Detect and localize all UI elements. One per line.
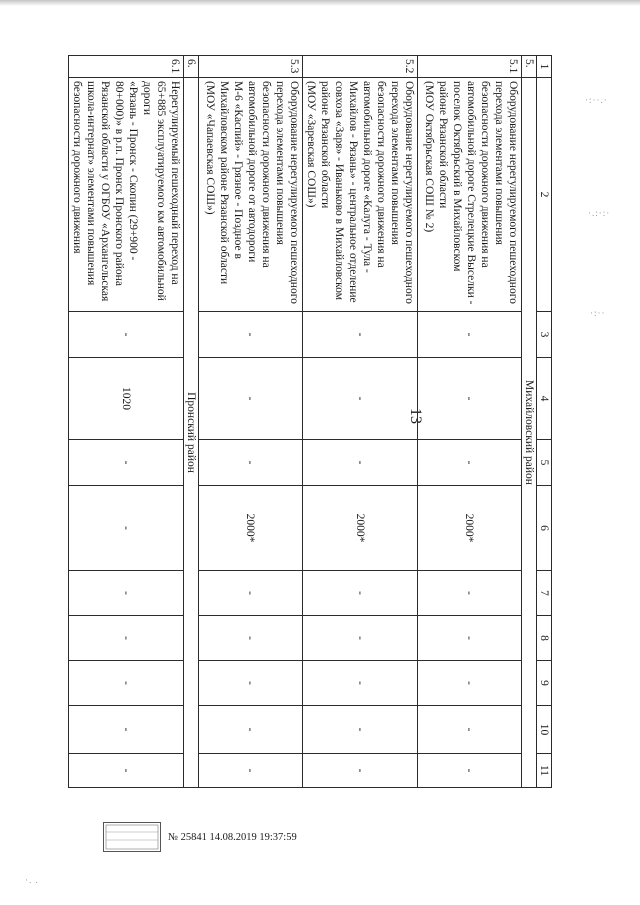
description-line: Михайлов - Рязань» - центральное отделение	[346, 81, 359, 303]
value-cell: -	[68, 754, 183, 788]
value-cell: -	[198, 440, 302, 486]
value-cell: -	[417, 706, 521, 754]
table-row	[68, 56, 183, 788]
description-line: 80+000)» в р.п. Пронск Пронского района	[112, 81, 125, 286]
scan-speckle: ·.:·:·	[588, 208, 611, 218]
description-line: автомобильной дороге «Калуга - Тула -	[360, 81, 373, 273]
description-line: Рязанской области у ОГБОУ «Архангельская	[98, 81, 111, 302]
column-number-cell: 1	[536, 56, 551, 78]
value-cell: -	[68, 661, 183, 706]
value-cell: -	[302, 661, 417, 706]
table-row	[198, 56, 302, 788]
description-line: Нерегулируемый пешеходный переход на	[168, 81, 181, 285]
description-line: безопасности дорожного движения на	[478, 81, 491, 268]
description-line: (МОУ «Чапаевская СОШ»)	[203, 81, 216, 215]
description-line: поселок Октябрьский в Михайловском	[450, 81, 463, 272]
column-number-cell: 11	[536, 754, 551, 788]
item-description	[302, 78, 417, 312]
item-description	[198, 78, 302, 312]
value-cell: -	[68, 312, 183, 358]
value-cell: -	[198, 754, 302, 788]
page-number: 13	[407, 408, 424, 424]
item-description	[68, 78, 183, 312]
description-line: Оборудование нерегулируемого пешеходного	[402, 81, 415, 304]
value-cell: -	[302, 571, 417, 616]
scan-speckle: ·:··	[590, 308, 606, 318]
description-line: «Рязань - Пронск - Скопин (29+900 -	[126, 81, 139, 261]
column-number-cell: 6	[536, 486, 551, 571]
description-line: М-6 «Каспий» - Грязное - Поздное в	[231, 81, 244, 259]
description-line: школа-интернат» элементами повышения	[84, 81, 97, 286]
description-line: Оборудование нерегулируемого пешеходного	[287, 81, 300, 304]
value-cell: -	[302, 616, 417, 661]
value-cell: -	[68, 706, 183, 754]
description-line: безопасности дорожного движения на	[259, 81, 272, 268]
description-line: перехода элементами повышения	[492, 81, 505, 245]
description-line: автомобильной дороге от автодороги	[245, 81, 258, 263]
electronic-signature-stamp	[103, 822, 161, 852]
column-number-cell: 3	[536, 312, 551, 358]
description-line: безопасности дорожного движения на	[374, 81, 387, 268]
registration-line: № 25841 14.08.2019 19:37:59	[168, 832, 297, 843]
description-line: автомобильной дороге Стрелецкие Выселки -	[464, 81, 477, 305]
value-cell: -	[198, 571, 302, 616]
scan-speckle: ·. .	[25, 875, 39, 885]
section-title: Пронский район	[183, 78, 198, 788]
column-number-cell: 8	[536, 616, 551, 661]
description-line: Оборудование нерегулируемого пешеходного	[506, 81, 519, 304]
column-number-cell: 10	[536, 706, 551, 754]
column-number-cell: 4	[536, 358, 551, 440]
description-line: перехода элементами повышения	[388, 81, 401, 245]
value-cell: -	[302, 706, 417, 754]
value-cell: -	[198, 616, 302, 661]
description-line: 65+885 эксплуатируемого км автомобильной дороги	[140, 81, 167, 301]
value-cell: -	[417, 754, 521, 788]
value-cell: -	[302, 312, 417, 358]
scan-speckle: ·:··.·	[585, 95, 608, 105]
description-line: районе Рязанской области	[318, 81, 331, 209]
column-number-cell: 7	[536, 571, 551, 616]
value-cell: 2000*	[302, 486, 417, 571]
document-table	[68, 55, 552, 788]
value-cell: -	[68, 486, 183, 571]
value-cell: 2000*	[198, 486, 302, 571]
stamp-frame-icon	[104, 823, 160, 851]
table-row	[417, 56, 521, 788]
section-number: 5.	[521, 56, 536, 78]
value-cell: -	[417, 358, 521, 440]
value-cell: -	[198, 706, 302, 754]
value-cell: -	[417, 616, 521, 661]
value-cell: -	[417, 571, 521, 616]
column-number-cell: 9	[536, 661, 551, 706]
description-line: совхоза «Заря» - Иваньково в Михайловском	[332, 81, 345, 300]
item-number: 5.1	[417, 56, 521, 78]
value-cell: -	[417, 440, 521, 486]
description-line: Михайловском районе Рязанской области	[217, 81, 230, 285]
description-line: безопасности дорожного движения	[70, 81, 83, 254]
value-cell: 2000*	[417, 486, 521, 571]
section-title: Михайловский район	[521, 78, 536, 788]
value-cell: -	[198, 358, 302, 440]
item-description	[417, 78, 521, 312]
table-row	[302, 56, 417, 788]
section-row	[521, 56, 536, 788]
item-number: 5.3	[198, 56, 302, 78]
value-cell: -	[302, 440, 417, 486]
value-cell: -	[68, 571, 183, 616]
value-cell: -	[198, 312, 302, 358]
value-cell: -	[417, 312, 521, 358]
table-header-row	[536, 56, 551, 788]
value-cell: 1020	[68, 358, 183, 440]
column-number-cell: 2	[536, 78, 551, 312]
value-cell: -	[68, 440, 183, 486]
column-number-cell: 5	[536, 440, 551, 486]
description-line: (МОУ Октябрьская СОШ № 2)	[422, 81, 435, 233]
description-line: районе Рязанской области	[436, 81, 449, 209]
section-row	[183, 56, 198, 788]
value-cell: -	[417, 661, 521, 706]
value-cell: -	[68, 616, 183, 661]
item-number: 6.1	[68, 56, 183, 78]
value-cell: -	[302, 754, 417, 788]
value-cell: -	[302, 358, 417, 440]
description-line: (МОУ «Заревская СОШ»)	[304, 81, 317, 208]
value-cell: -	[198, 661, 302, 706]
item-number: 5.2	[302, 56, 417, 78]
section-number: 6.	[183, 56, 198, 78]
description-line: перехода элементами повышения	[273, 81, 286, 245]
